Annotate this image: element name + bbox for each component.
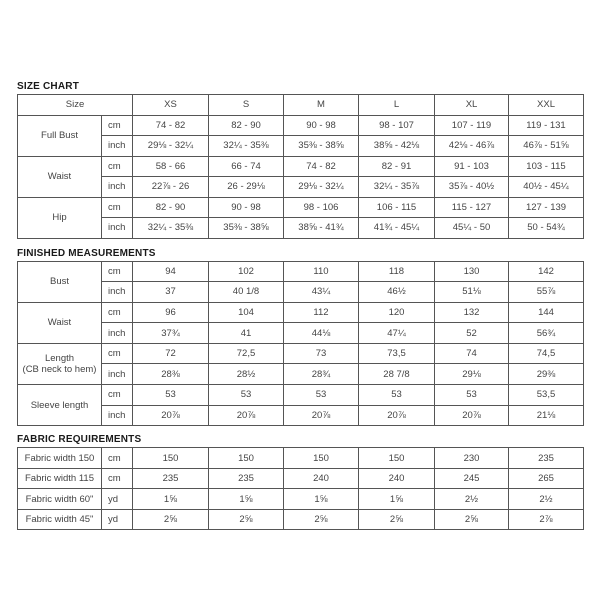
value-cell: 1⅝ — [133, 489, 209, 510]
value-cell: 115 - 127 — [435, 197, 509, 218]
unit-cell: inch — [102, 136, 133, 157]
value-cell: 32¼ - 35⅜ — [209, 136, 284, 157]
value-cell: 29⅛ - 32¼ — [133, 136, 209, 157]
size-header-cell: S — [209, 95, 284, 116]
unit-cell: inch — [102, 218, 133, 239]
value-cell: 20⅞ — [435, 405, 509, 426]
value-cell: 41¾ - 45¼ — [359, 218, 435, 239]
table-row — [18, 302, 584, 323]
value-cell: 2⅝ — [435, 509, 509, 530]
table-row — [18, 136, 584, 157]
table-row — [18, 115, 584, 136]
value-cell: 118 — [359, 261, 435, 282]
table-row — [18, 282, 584, 303]
value-cell: 235 — [133, 468, 209, 489]
value-cell: 29⅛ — [435, 364, 509, 385]
value-cell: 94 — [133, 261, 209, 282]
value-cell: 2⅞ — [509, 509, 584, 530]
value-cell: 1⅝ — [359, 489, 435, 510]
value-cell: 45¼ - 50 — [435, 218, 509, 239]
value-cell: 20⅞ — [133, 405, 209, 426]
value-cell: 245 — [435, 468, 509, 489]
value-cell: 46½ — [359, 282, 435, 303]
table-row — [18, 405, 584, 426]
value-cell: 2½ — [435, 489, 509, 510]
value-cell: 98 - 107 — [359, 115, 435, 136]
value-cell: 53 — [209, 385, 284, 406]
value-cell: 1⅝ — [209, 489, 284, 510]
table-row — [18, 468, 584, 489]
value-cell: 2⅝ — [284, 509, 359, 530]
value-cell: 28½ — [209, 364, 284, 385]
value-cell: 43¼ — [284, 282, 359, 303]
value-cell: 40 1/8 — [209, 282, 284, 303]
size-header-cell: M — [284, 95, 359, 116]
value-cell: 112 — [284, 302, 359, 323]
table-row — [18, 177, 584, 198]
value-cell: 106 - 115 — [359, 197, 435, 218]
unit-cell: cm — [102, 261, 133, 282]
value-cell: 37¾ — [133, 323, 209, 344]
table-row — [18, 323, 584, 344]
unit-cell: cm — [102, 468, 133, 489]
value-cell: 32¼ - 35⅞ — [359, 177, 435, 198]
unit-cell: inch — [102, 177, 133, 198]
value-cell: 40½ - 45¼ — [509, 177, 584, 198]
value-cell: 20⅞ — [209, 405, 284, 426]
measure-label — [18, 343, 102, 384]
unit-cell: inch — [102, 282, 133, 303]
value-cell: 53 — [284, 385, 359, 406]
size-chart-page — [17, 80, 583, 530]
table-row — [18, 343, 584, 364]
value-cell: 26 - 29⅛ — [209, 177, 284, 198]
value-cell: 46⅞ - 51⅝ — [509, 136, 584, 157]
finished-measurements-table — [17, 261, 584, 427]
table-row — [18, 156, 584, 177]
value-cell: 35⅜ - 38⅝ — [284, 136, 359, 157]
value-cell: 120 — [359, 302, 435, 323]
value-cell: 51⅛ — [435, 282, 509, 303]
value-cell: 53,5 — [509, 385, 584, 406]
value-cell: 47¼ — [359, 323, 435, 344]
size-header-cell: XL — [435, 95, 509, 116]
value-cell: 21⅛ — [509, 405, 584, 426]
value-cell: 32¼ - 35⅜ — [133, 218, 209, 239]
value-cell: 74 - 82 — [133, 115, 209, 136]
size-header-cell: XXL — [509, 95, 584, 116]
value-cell: 41 — [209, 323, 284, 344]
value-cell: 73,5 — [359, 343, 435, 364]
value-cell: 72,5 — [209, 343, 284, 364]
value-cell: 53 — [435, 385, 509, 406]
value-cell: 150 — [284, 448, 359, 469]
unit-cell: inch — [102, 405, 133, 426]
value-cell: 66 - 74 — [209, 156, 284, 177]
size-header-cell: XS — [133, 95, 209, 116]
value-cell: 42⅛ - 46⅞ — [435, 136, 509, 157]
value-cell: 35⅞ - 40½ — [435, 177, 509, 198]
value-cell: 28¾ — [284, 364, 359, 385]
value-cell: 98 - 106 — [284, 197, 359, 218]
length-label-main: Length — [44, 352, 75, 364]
value-cell: 230 — [435, 448, 509, 469]
fabric-label: Fabric width 45" — [18, 509, 102, 530]
value-cell: 119 - 131 — [509, 115, 584, 136]
measure-label: Bust — [18, 261, 102, 302]
value-cell: 90 - 98 — [284, 115, 359, 136]
unit-cell: cm — [102, 448, 133, 469]
measure-label: Hip — [18, 197, 102, 238]
measure-label: Full Bust — [18, 115, 102, 156]
value-cell: 38⅝ - 42⅛ — [359, 136, 435, 157]
unit-cell: cm — [102, 115, 133, 136]
value-cell: 53 — [133, 385, 209, 406]
fabric-label: Fabric width 60" — [18, 489, 102, 510]
unit-cell: cm — [102, 197, 133, 218]
value-cell: 240 — [359, 468, 435, 489]
value-cell: 44⅛ — [284, 323, 359, 344]
unit-cell: cm — [102, 385, 133, 406]
unit-cell: cm — [102, 343, 133, 364]
unit-cell: cm — [102, 156, 133, 177]
value-cell: 102 — [209, 261, 284, 282]
fabric-requirements-title: FABRIC REQUIREMENTS — [17, 434, 142, 446]
size-chart-table — [17, 94, 584, 239]
value-cell: 74,5 — [509, 343, 584, 364]
size-header-row — [18, 95, 584, 116]
value-cell: 52 — [435, 323, 509, 344]
value-cell: 58 - 66 — [133, 156, 209, 177]
table-row — [18, 509, 584, 530]
table-row — [18, 261, 584, 282]
value-cell: 90 - 98 — [209, 197, 284, 218]
value-cell: 150 — [133, 448, 209, 469]
value-cell: 235 — [509, 448, 584, 469]
value-cell: 74 - 82 — [284, 156, 359, 177]
value-cell: 103 - 115 — [509, 156, 584, 177]
value-cell: 132 — [435, 302, 509, 323]
table-row — [18, 197, 584, 218]
value-cell: 82 - 90 — [133, 197, 209, 218]
value-cell: 29⅛ - 32¼ — [284, 177, 359, 198]
value-cell: 91 - 103 — [435, 156, 509, 177]
value-cell: 104 — [209, 302, 284, 323]
value-cell: 73 — [284, 343, 359, 364]
finished-measurements-title: FINISHED MEASUREMENTS — [17, 247, 156, 259]
value-cell: 107 - 119 — [435, 115, 509, 136]
value-cell: 82 - 91 — [359, 156, 435, 177]
unit-cell: inch — [102, 364, 133, 385]
value-cell: 53 — [359, 385, 435, 406]
value-cell: 22⅞ - 26 — [133, 177, 209, 198]
value-cell: 235 — [209, 468, 284, 489]
value-cell: 20⅞ — [284, 405, 359, 426]
value-cell: 265 — [509, 468, 584, 489]
value-cell: 74 — [435, 343, 509, 364]
size-header-label: Size — [18, 95, 133, 116]
value-cell: 55⅞ — [509, 282, 584, 303]
table-row — [18, 448, 584, 469]
value-cell: 28 7/8 — [359, 364, 435, 385]
value-cell: 50 - 54¾ — [509, 218, 584, 239]
value-cell: 2⅝ — [359, 509, 435, 530]
measure-label: Waist — [18, 302, 102, 343]
measure-label: Sleeve length — [18, 385, 102, 426]
table-row — [18, 218, 584, 239]
value-cell: 82 - 90 — [209, 115, 284, 136]
value-cell: 2⅝ — [133, 509, 209, 530]
fabric-label: Fabric width 150 — [18, 448, 102, 469]
value-cell: 37 — [133, 282, 209, 303]
table-row — [18, 385, 584, 406]
value-cell: 56¾ — [509, 323, 584, 344]
value-cell: 38⅝ - 41¾ — [284, 218, 359, 239]
size-header-cell: L — [359, 95, 435, 116]
unit-cell: yd — [102, 489, 133, 510]
value-cell: 2½ — [509, 489, 584, 510]
value-cell: 28⅜ — [133, 364, 209, 385]
table-row — [18, 489, 584, 510]
value-cell: 127 - 139 — [509, 197, 584, 218]
value-cell: 130 — [435, 261, 509, 282]
value-cell: 29⅜ — [509, 364, 584, 385]
unit-cell: cm — [102, 302, 133, 323]
length-label-sub: (CB neck to hem) — [22, 363, 97, 375]
value-cell: 144 — [509, 302, 584, 323]
value-cell: 20⅞ — [359, 405, 435, 426]
unit-cell: yd — [102, 509, 133, 530]
unit-cell: inch — [102, 323, 133, 344]
value-cell: 110 — [284, 261, 359, 282]
value-cell: 1⅝ — [284, 489, 359, 510]
value-cell: 240 — [284, 468, 359, 489]
measure-label: Waist — [18, 156, 102, 197]
value-cell: 150 — [209, 448, 284, 469]
value-cell: 96 — [133, 302, 209, 323]
value-cell: 150 — [359, 448, 435, 469]
fabric-requirements-table — [17, 447, 584, 530]
fabric-label: Fabric width 115 — [18, 468, 102, 489]
value-cell: 142 — [509, 261, 584, 282]
value-cell: 72 — [133, 343, 209, 364]
value-cell: 2⅝ — [209, 509, 284, 530]
table-row — [18, 364, 584, 385]
size-chart-title: SIZE CHART — [17, 81, 79, 92]
value-cell: 35⅜ - 38⅝ — [209, 218, 284, 239]
